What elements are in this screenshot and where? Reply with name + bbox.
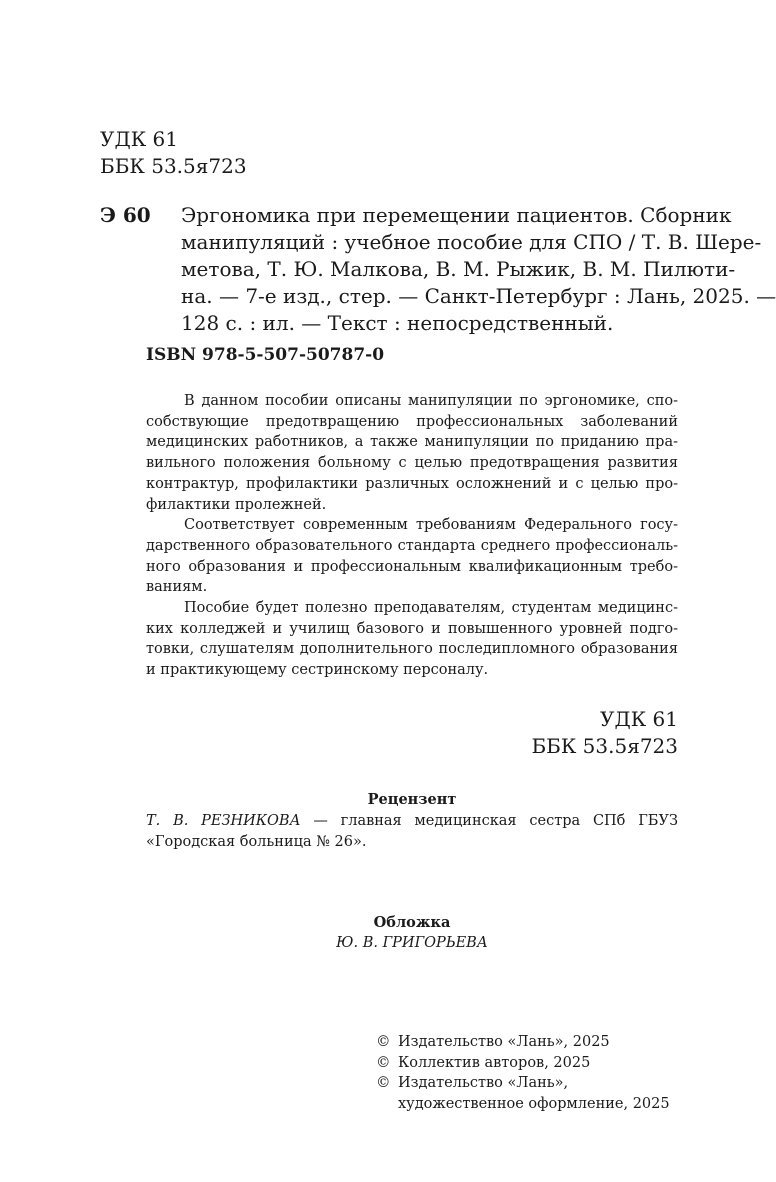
- bibliographic-entry: [181, 202, 776, 337]
- bottom-classification: [400, 706, 678, 760]
- copyright-block: [376, 1032, 670, 1115]
- top-classification: [100, 126, 247, 180]
- udk-code: УДК 61: [600, 707, 678, 731]
- cover-heading: Обложка: [373, 914, 451, 931]
- copyright-text: Коллектив авторов, 2025: [398, 1054, 591, 1071]
- copyright-line: [376, 1094, 670, 1115]
- abstract-line: собствующие предотвращению профессиональных заболеваний: [146, 413, 678, 430]
- reviewer-line: [146, 811, 678, 832]
- author-mark: Э 60: [100, 203, 151, 227]
- abstract-line: вильного положения больному с целью предотвращения развития: [146, 455, 678, 472]
- abstract-line: и практикующему сестринскому персоналу.: [146, 662, 489, 679]
- abstract-line: филактики пролежней.: [146, 496, 327, 513]
- abstract-line: товки, слушателям дополнительного последипломного образования: [146, 641, 678, 658]
- copyright-icon: ©: [376, 1075, 391, 1092]
- reviewer-organization: «Городская больница № 26».: [146, 833, 367, 850]
- abstract-line: Соответствует современным требованиям Федерального госу-: [184, 517, 678, 534]
- abstract-line: ного образования и профессиональным квалификационным требо-: [146, 558, 678, 575]
- copyright-icon: ©: [376, 1034, 391, 1050]
- reviewer-position: — главная медицинская сестра СПб ГБУЗ: [300, 813, 678, 829]
- entry-line: манипуляций : учебное пособие для СПО / Т. В. Шере-: [181, 230, 762, 254]
- entry-line: 128 с. : ил. — Текст : непосредственный.: [181, 311, 614, 335]
- udk-code: УДК 61: [100, 127, 178, 151]
- abstract-line: В данном пособии описаны манипуляции по эргономике, спо-: [184, 393, 678, 409]
- entry-line: Эргономика при перемещении пациентов. Сборник: [181, 203, 732, 227]
- copyright-line: [376, 1053, 670, 1074]
- reviewer-name: Т. В. РЕЗНИКОВА: [146, 813, 301, 829]
- copyright-text: Издательство «Лань», 2025: [398, 1034, 610, 1050]
- abstract-line: медицинских работников, а также манипуляции по приданию пра-: [146, 434, 678, 451]
- abstract-line: ких колледжей и училищ базового и повышенного уровней подго-: [146, 620, 678, 637]
- copyright-line: [376, 1073, 670, 1094]
- abstract-line: Пособие будет полезно преподавателям, студентам медицинс-: [184, 600, 678, 617]
- copyright-icon: ©: [376, 1054, 391, 1071]
- bbk-code: ББК 53.5я723: [100, 154, 247, 178]
- reviewer-heading: Рецензент: [367, 791, 457, 808]
- isbn: ISBN 978-5-507-50787-0: [146, 345, 385, 365]
- copyright-line: [376, 1032, 670, 1053]
- abstract-line: контрактур, профилактики различных осложнений и с целью про-: [146, 475, 678, 492]
- abstract: [146, 391, 678, 681]
- entry-line: метова, Т. Ю. Малкова, В. М. Рыжик, В. М. Пилюти-: [181, 257, 736, 281]
- copyright-text: Издательство «Лань»,: [398, 1075, 569, 1092]
- bbk-code: ББК 53.5я723: [531, 734, 678, 758]
- reviewer-block: [146, 811, 678, 852]
- entry-line: на. — 7-е изд., стер. — Санкт-Петербург : Лань, 2025. —: [181, 284, 776, 308]
- abstract-line: дарственного образовательного стандарта среднего профессиональ-: [146, 537, 678, 554]
- copyright-continuation: художественное оформление, 2025: [398, 1096, 670, 1113]
- abstract-line: ваниям.: [146, 579, 208, 596]
- cover-designer: Ю. В. ГРИГОРЬЕВА: [336, 935, 488, 951]
